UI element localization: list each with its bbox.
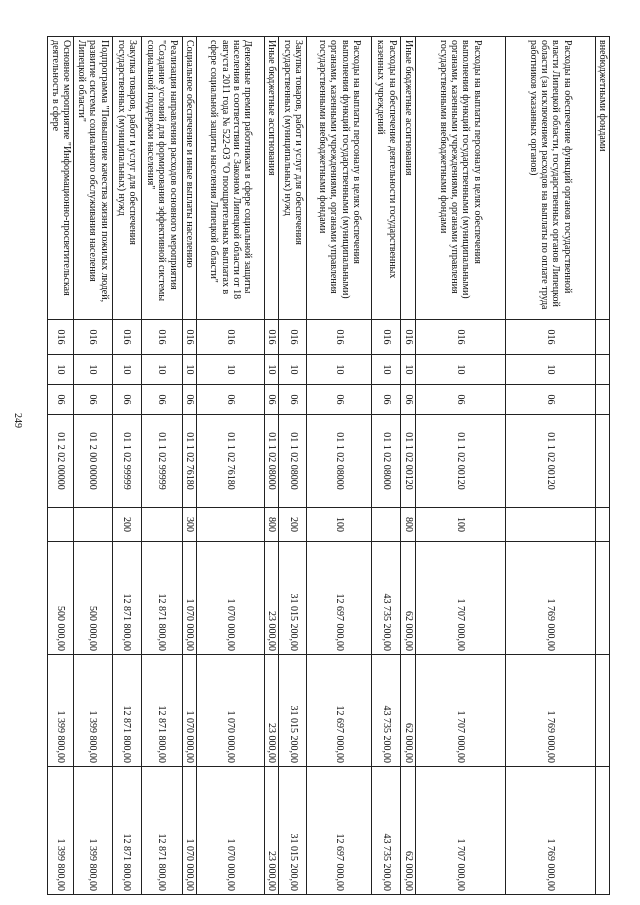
row-ved-code: 016 <box>415 320 505 355</box>
row-amount-3: 1 070 000,00 <box>197 767 265 895</box>
row-amount-1: 12 697 000,00 <box>307 542 372 655</box>
row-subsection-code: 06 <box>112 385 141 415</box>
row-expense-type: 800 <box>265 508 279 542</box>
table-row <box>595 37 609 895</box>
row-target-item: 01 1 02 00120 <box>415 415 505 508</box>
row-amount-1 <box>595 542 609 655</box>
row-subsection-code: 06 <box>197 385 265 415</box>
row-section-code <box>595 355 609 385</box>
row-amount-3: 12 871 800,00 <box>141 767 182 895</box>
row-amount-1: 500 000,00 <box>73 542 112 655</box>
row-amount-1: 1 070 000,00 <box>182 542 196 655</box>
table-row <box>307 37 372 895</box>
row-ved-code: 016 <box>401 320 415 355</box>
row-expense-type <box>595 508 609 542</box>
row-amount-1: 1 769 000,00 <box>505 542 595 655</box>
row-section-code: 10 <box>279 355 307 385</box>
row-target-item: 01 1 02 08000 <box>307 415 372 508</box>
row-amount-1: 1 707 000,00 <box>415 542 505 655</box>
row-name: внебюджетными фондами <box>595 37 609 320</box>
row-section-code: 10 <box>112 355 141 385</box>
table-row <box>112 37 141 895</box>
row-expense-type: 200 <box>279 508 307 542</box>
row-target-item: 01 1 02 08000 <box>372 415 401 508</box>
row-amount-2: 43 735 200,00 <box>372 655 401 767</box>
row-expense-type <box>505 508 595 542</box>
row-amount-1: 23 000,00 <box>265 542 279 655</box>
row-name: Реализация направления расходов основного мероприятия "Создание условий для формирования эффективной системы социальной поддержки населения" <box>141 37 182 320</box>
table-frame <box>49 36 610 894</box>
row-target-item: 01 1 02 00120 <box>505 415 595 508</box>
table-row <box>182 37 196 895</box>
row-amount-2: 23 000,00 <box>265 655 279 767</box>
table-row <box>505 37 595 895</box>
row-expense-type: 800 <box>401 508 415 542</box>
row-ved-code: 016 <box>48 320 74 355</box>
row-name: Иные бюджетные ассигнования <box>401 37 415 320</box>
row-section-code: 10 <box>197 355 265 385</box>
row-section-code: 10 <box>48 355 74 385</box>
row-amount-3: 1 399 800,00 <box>48 767 74 895</box>
row-amount-2: 1 070 000,00 <box>182 655 196 767</box>
row-ved-code <box>595 320 609 355</box>
budget-table-body <box>48 37 610 895</box>
row-ved-code: 016 <box>265 320 279 355</box>
row-amount-2: 1 769 000,00 <box>505 655 595 767</box>
row-name: Подпрограмма "Повышение качества жизни пожилых людей, развитие системы социального обслуживания населения Липецкой области" <box>73 37 112 320</box>
row-amount-2: 1 707 000,00 <box>415 655 505 767</box>
budget-table <box>47 36 610 895</box>
row-name: Социальное обеспечение и иные выплаты населению <box>182 37 196 320</box>
row-section-code: 10 <box>73 355 112 385</box>
row-section-code: 10 <box>372 355 401 385</box>
row-amount-3: 12 871 800,00 <box>112 767 141 895</box>
row-expense-type: 200 <box>112 508 141 542</box>
row-amount-2: 31 015 200,00 <box>279 655 307 767</box>
row-amount-3: 1 070 000,00 <box>182 767 196 895</box>
row-name: Основное мероприятие "Информационно-просветительская деятельность в сфере <box>48 37 74 320</box>
page-number: 249 <box>12 413 23 428</box>
row-target-item: 01 1 02 76180 <box>182 415 196 508</box>
row-ved-code: 016 <box>141 320 182 355</box>
row-amount-1: 500 000,00 <box>48 542 74 655</box>
row-ved-code: 016 <box>73 320 112 355</box>
row-target-item: 01 1 02 08000 <box>279 415 307 508</box>
row-amount-3: 31 015 200,00 <box>279 767 307 895</box>
table-row <box>372 37 401 895</box>
row-amount-3: 1 399 800,00 <box>73 767 112 895</box>
row-expense-type: 100 <box>307 508 372 542</box>
row-subsection-code: 06 <box>265 385 279 415</box>
row-subsection-code: 06 <box>401 385 415 415</box>
row-subsection-code: 06 <box>415 385 505 415</box>
row-amount-3: 43 735 200,00 <box>372 767 401 895</box>
row-section-code: 10 <box>401 355 415 385</box>
row-amount-3 <box>595 767 609 895</box>
row-subsection-code: 06 <box>141 385 182 415</box>
row-target-item: 01 1 02 76180 <box>197 415 265 508</box>
row-expense-type <box>48 508 74 542</box>
row-subsection-code <box>595 385 609 415</box>
row-section-code: 10 <box>307 355 372 385</box>
row-target-item: 01 1 02 99999 <box>141 415 182 508</box>
row-amount-2: 1 070 000,00 <box>197 655 265 767</box>
row-target-item: 01 1 02 08000 <box>265 415 279 508</box>
row-amount-1: 43 735 200,00 <box>372 542 401 655</box>
table-row <box>265 37 279 895</box>
row-name: Закупка товаров, работ и услуг для обеспечения государственных (муниципальных) нужд <box>112 37 141 320</box>
table-rotator <box>49 36 610 894</box>
table-row <box>197 37 265 895</box>
row-ved-code: 016 <box>197 320 265 355</box>
row-ved-code: 016 <box>372 320 401 355</box>
row-expense-type: 300 <box>182 508 196 542</box>
row-expense-type <box>73 508 112 542</box>
row-name: Иные бюджетные ассигнования <box>265 37 279 320</box>
row-amount-2: 12 871 800,00 <box>112 655 141 767</box>
row-subsection-code: 06 <box>279 385 307 415</box>
row-target-item <box>595 415 609 508</box>
row-amount-3: 62 000,00 <box>401 767 415 895</box>
row-expense-type <box>197 508 265 542</box>
table-row <box>279 37 307 895</box>
row-amount-3: 23 000,00 <box>265 767 279 895</box>
row-amount-2 <box>595 655 609 767</box>
row-name: Закупка товаров, работ и услуг для обеспечения государственных (муниципальных) нужд <box>279 37 307 320</box>
row-name: Расходы на обеспечение функций органов государственной власти Липецкой области, государственных органов Липецкой области (за исключением расходов на выплаты по оплате труда работников указанных органов) <box>505 37 595 320</box>
row-ved-code: 016 <box>307 320 372 355</box>
row-subsection-code: 06 <box>505 385 595 415</box>
row-expense-type <box>141 508 182 542</box>
row-name: Расходы на выплаты персоналу в целях обеспечения выполнения функций государственными (муниципальными) органами, казенными учреждениями, органами управления государственными внебюджетными фондами <box>307 37 372 320</box>
row-section-code: 10 <box>182 355 196 385</box>
row-amount-2: 12 697 000,00 <box>307 655 372 767</box>
row-target-item: 01 1 02 99999 <box>112 415 141 508</box>
row-name: Денежные премии работникам в сфере социальной защиты населения в соответствии с Законом Липецкой области от 18 августа 2011 года № 522-ОЗ "О поощрительных выплатах в сфере социальной защиты населения Липецкой области" <box>197 37 265 320</box>
table-row <box>415 37 505 895</box>
row-amount-2: 62 000,00 <box>401 655 415 767</box>
row-amount-3: 12 697 000,00 <box>307 767 372 895</box>
row-subsection-code: 06 <box>182 385 196 415</box>
row-expense-type: 100 <box>415 508 505 542</box>
row-name: Расходы на обеспечение деятельности государственных казенных учреждений <box>372 37 401 320</box>
row-amount-2: 12 871 800,00 <box>141 655 182 767</box>
table-row <box>141 37 182 895</box>
table-row <box>401 37 415 895</box>
row-subsection-code: 06 <box>73 385 112 415</box>
row-amount-3: 1 707 000,00 <box>415 767 505 895</box>
row-amount-1: 62 000,00 <box>401 542 415 655</box>
row-ved-code: 016 <box>112 320 141 355</box>
row-amount-1: 12 871 800,00 <box>141 542 182 655</box>
row-target-item: 01 1 02 00120 <box>401 415 415 508</box>
row-amount-1: 1 070 000,00 <box>197 542 265 655</box>
row-amount-1: 31 015 200,00 <box>279 542 307 655</box>
row-section-code: 10 <box>141 355 182 385</box>
row-target-item: 01 2 02 00000 <box>48 415 74 508</box>
row-subsection-code: 06 <box>48 385 74 415</box>
row-amount-1: 12 871 800,00 <box>112 542 141 655</box>
row-section-code: 10 <box>265 355 279 385</box>
table-row <box>73 37 112 895</box>
row-name: Расходы на выплаты персоналу в целях обеспечения выполнения функций государственными (муниципальными) органами, казенными учреждениями, органами управления государственными внебюджетными фондами <box>415 37 505 320</box>
row-ved-code: 016 <box>505 320 595 355</box>
row-expense-type <box>372 508 401 542</box>
row-section-code: 10 <box>415 355 505 385</box>
row-subsection-code: 06 <box>372 385 401 415</box>
table-row <box>48 37 74 895</box>
row-target-item: 01 2 00 00000 <box>73 415 112 508</box>
row-section-code: 10 <box>505 355 595 385</box>
row-amount-3: 1 769 000,00 <box>505 767 595 895</box>
row-amount-2: 1 399 800,00 <box>73 655 112 767</box>
row-amount-2: 1 399 800,00 <box>48 655 74 767</box>
row-subsection-code: 06 <box>307 385 372 415</box>
row-ved-code: 016 <box>279 320 307 355</box>
row-ved-code: 016 <box>182 320 196 355</box>
